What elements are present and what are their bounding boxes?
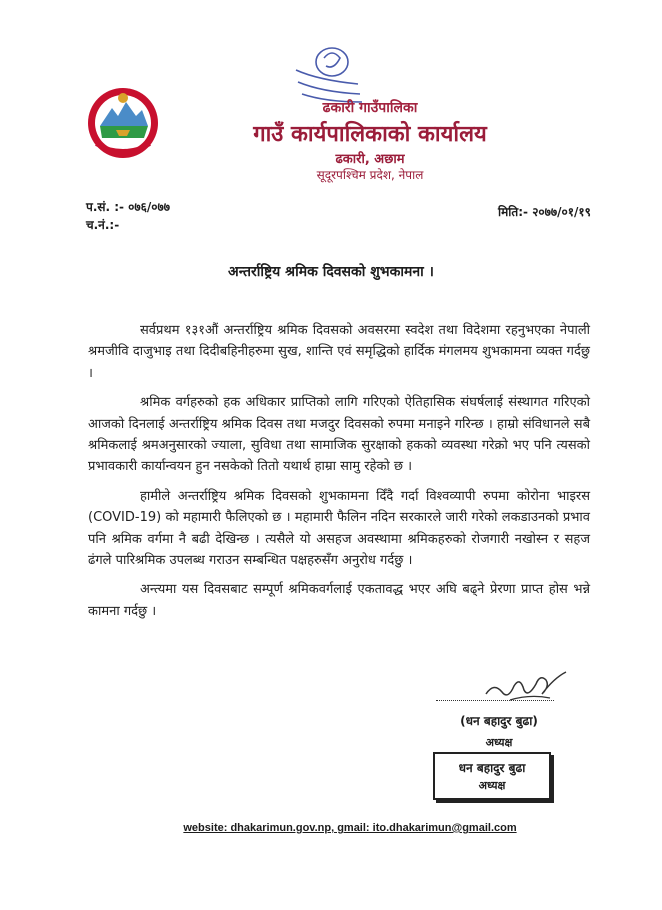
paragraph: श्रमिक वर्गहरुको हक अधिकार प्राप्तिको लागि गरिएको ऐतिहासिक संघर्षलाई संस्थागत गरिएको आजको दिनलाई अन्तर्राष्ट्रिय श्रमिक दिवस तथा मजदुर दिवसको रुपमा मनाइने गरिन्छ । हाम्रो संविधानले सबै श्रमिकलाई श्रमअनुसारको ज्याला, सुविधा तथा सामाजिक सुरक्षाको हकको व्यवस्था गरेक्रो भए पनि त्यसको प्रभावकारी कार्यान्वयन हुन नसकेको तितो यथार्थ हाम्रा सामु रहेको छ । bbox=[88, 395, 590, 475]
signatory-title: अध्यक्ष bbox=[485, 736, 513, 749]
signature-line bbox=[436, 700, 554, 701]
name-stamp-name: धन बहादुर बुढा bbox=[458, 761, 526, 775]
letter-body bbox=[88, 320, 590, 630]
name-stamp bbox=[433, 752, 551, 800]
signatory-name: (धन बहादुर बुढा) bbox=[460, 714, 538, 728]
paragraph: अन्त्यमा यस दिवसबाट सम्पूर्ण श्रमिकवर्गलाई एकतावद्ध भएर अघि बढ्ने प्रेरणा प्राप्त होस भन्ने कामना गर्दछु । bbox=[88, 582, 590, 619]
dispatch-number: च.नं.:- bbox=[86, 218, 120, 232]
name-stamp-title: अध्यक्ष bbox=[478, 779, 506, 792]
office-address: ढकारी, अछाम bbox=[335, 152, 405, 167]
municipality-name: ढकारी गाउँपालिका bbox=[322, 100, 418, 116]
letter-date: मिति:- २०७७/०१/१९ bbox=[498, 205, 591, 219]
office-title: गाउँ कार्यपालिकाको कार्यालय bbox=[253, 122, 487, 147]
signature-icon bbox=[480, 664, 570, 710]
paragraph: सर्वप्रथम १३१औं अन्तर्राष्ट्रिय श्रमिक दिवसको अवसरमा स्वदेश तथा विदेशमा रहनुभएका नेपाली श्रमजीवि दाजुभाइ तथा दिदीबहिनीहरुमा सुख, शान्ति एवं समृद्धिको हार्दिक मंगलमय शुभकामना व्यक्त गर्दछु । bbox=[88, 323, 590, 381]
nepal-emblem-icon bbox=[86, 86, 160, 160]
paragraph: हामीले अन्तर्राष्ट्रिय श्रमिक दिवसको शुभकामना दिँदै गर्दा विश्वव्यापी रुपमा कोरोना भाइरस (COVID-19) को महामारी फैलिएको छ । महामारी फैलिन नदिन सरकारले जारी गरेको लकडाउनको प्रभाव पनि श्रमिक वर्गमा नै बढी देखिन्छ । त्यसैले यो असहज अवस्थामा श्रमिकहरुको रोजगारी नखोस्न र सहज ढंगले पारिश्रमिक उपलब्ध गराउन सम्बन्धित पक्षहरुसँग अनुरोध गर्दछु । bbox=[88, 488, 590, 569]
letter-subject: अन्तर्राष्ट्रिय श्रमिक दिवसको शुभकामना । bbox=[228, 264, 434, 280]
contact-footer: website: dhakarimun.gov.np, gmail: ito.dhakarimun@gmail.com bbox=[183, 822, 517, 834]
office-province: सूदूरपश्चिम प्रदेश, नेपाल bbox=[316, 168, 424, 182]
reference-number: प.सं. :- ०७६/०७७ bbox=[86, 200, 171, 214]
